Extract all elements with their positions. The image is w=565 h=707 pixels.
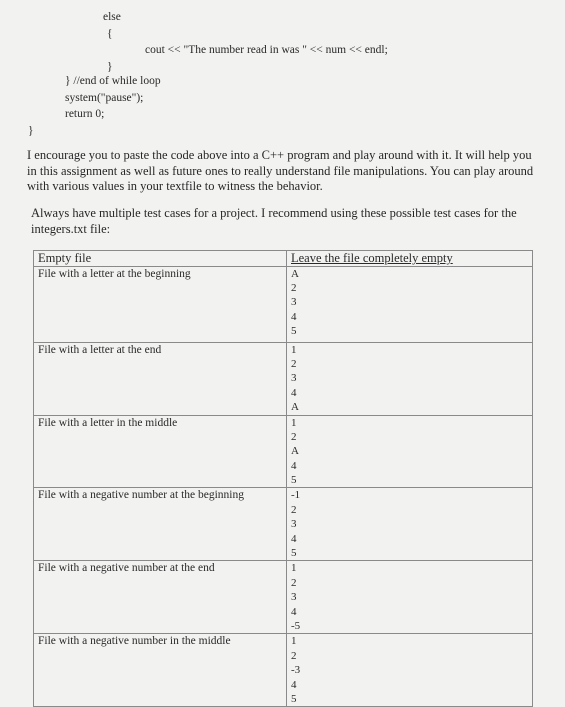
test-case-value: -3 xyxy=(291,664,301,677)
test-case-label: File with a negative number at the beginning xyxy=(34,488,287,561)
test-case-value: A xyxy=(291,267,299,280)
test-case-value: 4 xyxy=(291,605,297,618)
table-row xyxy=(34,342,533,415)
test-case-value: 3 xyxy=(291,372,297,385)
test-case-value: 3 xyxy=(291,296,297,309)
table-row xyxy=(34,251,533,267)
code-line-final-brace: } xyxy=(28,125,34,137)
test-case-value: 4 xyxy=(291,386,297,399)
test-case-values xyxy=(287,488,533,561)
code-line-cout: cout << "The number read in was " << num << endl; xyxy=(145,44,388,56)
test-case-label: Empty file xyxy=(34,251,287,267)
test-case-value: 2 xyxy=(291,430,297,443)
test-case-value: -5 xyxy=(291,619,301,632)
code-line-end-while: } //end of while loop xyxy=(65,75,161,87)
test-case-value: 5 xyxy=(291,474,297,487)
test-case-value: 3 xyxy=(291,518,297,531)
test-case-values xyxy=(287,266,533,342)
test-case-value: 2 xyxy=(291,503,297,516)
test-case-values xyxy=(287,251,533,267)
test-case-value: Leave the file completely empty xyxy=(291,251,453,265)
test-case-label: File with a letter at the end xyxy=(34,342,287,415)
test-case-value: 1 xyxy=(291,343,297,356)
test-case-label: File with a negative number in the middle xyxy=(34,634,287,707)
instruction-paragraph: I encourage you to paste the code above into a C++ program and play around with it. It will help you in this assignment as well as future ones to really understand file manipulations. You can play around with various values in your textfile to witness the behavior. xyxy=(27,148,534,193)
test-case-value: 5 xyxy=(291,547,297,560)
test-case-value: 2 xyxy=(291,281,297,294)
test-case-value: 3 xyxy=(291,591,297,604)
test-case-value: 4 xyxy=(291,310,297,323)
table-row xyxy=(34,415,533,488)
test-case-value: 2 xyxy=(291,649,297,662)
test-case-value: 5 xyxy=(291,325,297,338)
test-cases-paragraph: Always have multiple test cases for a project. I recommend using these possible test cases for the integers.txt file: xyxy=(31,206,517,236)
test-case-value: A xyxy=(291,445,299,458)
code-line-return: return 0; xyxy=(65,108,105,120)
test-cases-table xyxy=(33,250,533,707)
code-line-else: else xyxy=(103,11,121,23)
test-case-value: 1 xyxy=(291,562,297,575)
test-case-value: 5 xyxy=(291,692,297,705)
test-case-label: File with a letter at the beginning xyxy=(34,266,287,342)
code-line-system: system("pause"); xyxy=(65,92,144,104)
test-case-label: File with a letter in the middle xyxy=(34,415,287,488)
test-case-value: 4 xyxy=(291,678,297,691)
test-case-value: 1 xyxy=(291,416,297,429)
code-line-open-brace: { xyxy=(107,28,113,40)
table-row xyxy=(34,266,533,342)
test-case-value: -1 xyxy=(291,489,301,502)
test-case-value: A xyxy=(291,401,299,414)
test-case-value: 1 xyxy=(291,635,297,648)
test-case-values xyxy=(287,415,533,488)
test-case-value: 2 xyxy=(291,357,297,370)
test-case-values xyxy=(287,634,533,707)
code-line-close-brace: } xyxy=(107,61,113,73)
test-case-value: 2 xyxy=(291,576,297,589)
test-case-value: 4 xyxy=(291,532,297,545)
table-row xyxy=(34,634,533,707)
test-case-value: 4 xyxy=(291,459,297,472)
test-case-label: File with a negative number at the end xyxy=(34,561,287,634)
test-case-values xyxy=(287,561,533,634)
table-row xyxy=(34,561,533,634)
table-row xyxy=(34,488,533,561)
test-case-values xyxy=(287,342,533,415)
